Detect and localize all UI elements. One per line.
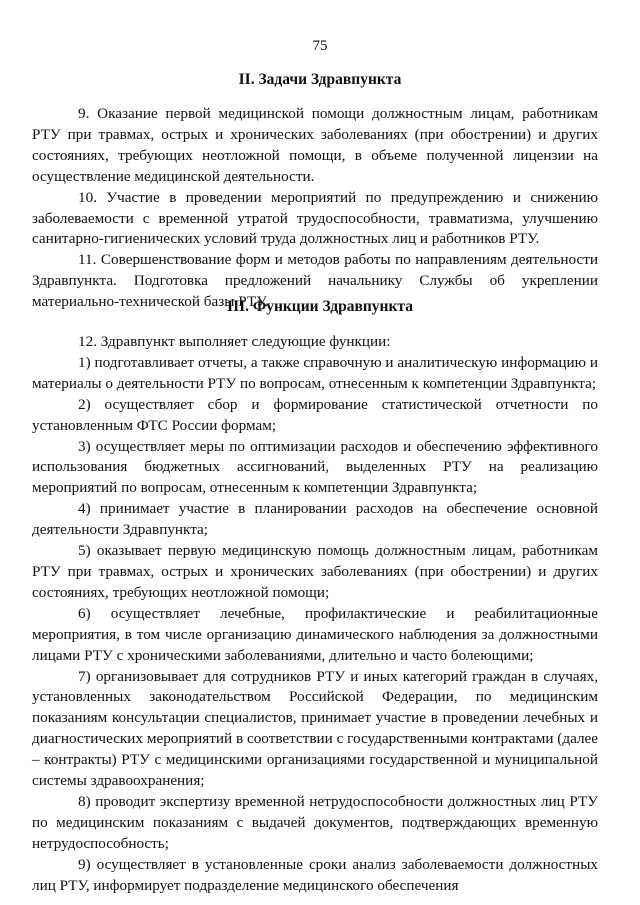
paragraph: 7) организовывает для сотрудников РТУ и иных категорий граждан в случаях, установленных законодательством Российской Федерации, по медицинским показаниям консультации специалистов, принимает участие в проведении лечебных и диагностических мероприятий в соответствии с государственными контрактами (далее – контракты) РТУ с медицинскими организациями государственной и муниципальной системы здравоохранения;	[32, 667, 598, 790]
paragraph: 8) проводит экспертизу временной нетрудоспособности должностных лиц РТУ по медицинским показаниям с выдачей документов, подтверждающих временную нетрудоспособность;	[32, 792, 598, 852]
paragraph: 6) осуществляет лечебные, профилактические и реабилитационные мероприятия, в том числе организацию динамического наблюдения за должностными лицами РТУ с хроническими заболеваниями, длительно и часто болеющими;	[32, 604, 598, 664]
paragraph: 1) подготавливает отчеты, а также справочную и аналитическую информацию и материалы о деятельности РТУ по вопросам, отнесенным к компетенции Здравпункта;	[32, 353, 598, 392]
section-tasks-body	[32, 104, 598, 313]
section-functions-body	[32, 332, 598, 896]
paragraph: 11. Совершенствование форм и методов работы по направлениям деятельности Здравпункта. Подготовка предложений начальнику Службы об укреплении материально-технической базы РТУ.	[32, 251, 598, 311]
section-heading-functions: III. Функции Здравпункта	[227, 298, 413, 315]
paragraph: 3) осуществляет меры по оптимизации расходов и обеспечению эффективного использования бюджетных ассигнований, выделенных РТУ на реализацию мероприятий по вопросам, отнесенным к компетенции Здравпункта;	[32, 437, 598, 497]
paragraph: 9. Оказание первой медицинской помощи должностным лицам, работникам РТУ при травмах, острых и хронических заболеваниях (при обострении) и других состояниях, требующих неотложной помощи, в объеме полученной лицензии на осуществление медицинской деятельности.	[32, 105, 598, 185]
paragraph: 2) осуществляет сбор и формирование статистической отчетности по установленным ФТС России формам;	[32, 395, 598, 434]
paragraph: 12. Здравпункт выполняет следующие функции:	[78, 333, 391, 350]
paragraph: 9) осуществляет в установленные сроки анализ заболеваемости должностных лиц РТУ, информирует подразделение медицинского обеспечения	[32, 855, 598, 894]
section-heading-tasks: II. Задачи Здравпункта	[238, 71, 402, 88]
page-number: 75	[312, 38, 328, 54]
paragraph: 4) принимает участие в планировании расходов на обеспечение основной деятельности Здравпункта;	[32, 500, 598, 539]
paragraph: 5) оказывает первую медицинскую помощь должностным лицам, работникам РТУ при травмах, острых и хронических заболеваниях (при обострении) и других состояниях, требующих неотложной помощи;	[32, 542, 598, 601]
paragraph: 10. Участие в проведении мероприятий по предупреждению и снижению заболеваемости с временной утратой трудоспособности, травматизма, улучшению санитарно-гигиенических условий труда должностных лиц и работников РТУ.	[32, 188, 598, 248]
